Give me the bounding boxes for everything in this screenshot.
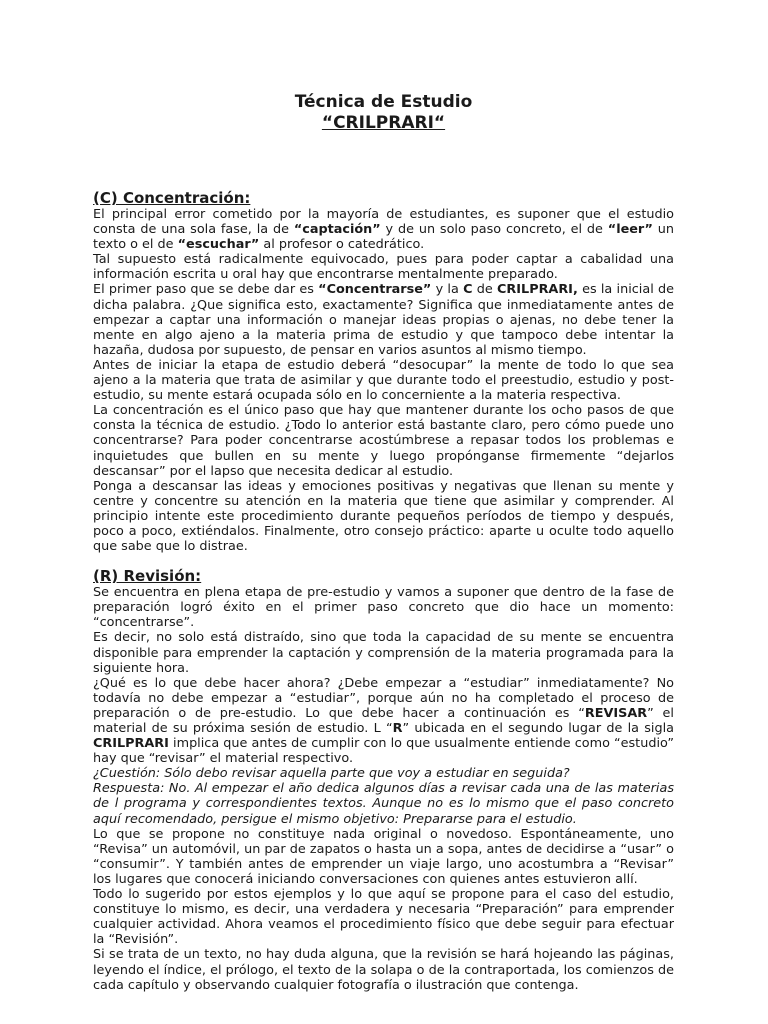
title-line-2: “CRILPRARI“: [321, 113, 446, 133]
section-revision: [93, 567, 674, 993]
text-run: Si se trata de un texto, no hay duda alguna, que la revisión se hará hojeando las páginas, leyendo el índice, el prólogo, el texto de la solapa o de la contraportada, los comienzos de cada capítulo y observando cualquier fotografía o ilustración que contenga.: [93, 947, 674, 993]
paragraph: [93, 282, 674, 357]
paragraph: [93, 947, 674, 992]
paragraph: [93, 358, 674, 403]
paragraph: [93, 479, 674, 554]
paragraph: [93, 630, 674, 675]
text-run: Todo lo sugerido por estos ejemplos y lo que aquí se propone para el caso del estudio, constituye lo mismo, es decir, una verdadera y necesaria “Preparación” para emprender cualquier actividad. Ahora veamos el procedimiento físico que debe seguir para efectuar la “Revisión”.: [93, 887, 674, 948]
bold-text: R: [392, 721, 403, 736]
paragraph: [93, 781, 674, 826]
text-run: El principal error cometido por la mayoría de estudiantes, es suponer que el estudio consta de una sola fase, la de: [93, 207, 674, 238]
text-run: Tal supuesto está radicalmente equivocado, pues para poder captar a cabalidad una información escrita u oral hay que encontrarse mentalmente preparado.: [93, 252, 674, 283]
bold-text: CRILPRARI: [93, 736, 169, 752]
paragraph: [93, 676, 674, 767]
text-run: y la: [431, 282, 464, 298]
bold-text: CRILPRARI,: [497, 282, 578, 298]
text-run: ” el material de su próxima sesión de estudio. L “: [93, 705, 674, 736]
section-heading: (C) Concentración:: [93, 189, 251, 207]
paragraph: [93, 827, 674, 887]
text-run: es la inicial de dicha palabra. ¿Que significa esto, exactamente? Significa que inmediatamente antes de empezar a captar una información o manejar ideas propias o ajenas, no debe tener la mente en algo ajeno a la materia prima de estudio y que tampoco debe intentar la hazaña, dudosa por supuesto, de pensar en varios asuntos al mismo tiempo.: [93, 282, 675, 358]
section-heading: (R) Revisión:: [93, 567, 202, 586]
bold-text: “leer”: [607, 222, 653, 238]
paragraph: [93, 252, 674, 282]
text-run: ¿Qué es lo que debe hacer ahora? ¿Debe empezar a “estudiar” inmediatamente? No todavía no debe empezar a “estudiar”, porque aún no ha completado el proceso de preparación o de pre-estudio. Lo que debe hacer a continuación es “: [93, 675, 674, 721]
bold-text: C: [463, 282, 473, 298]
text-run: Es decir, no solo está distraído, sino que toda la capacidad de su mente se encuentra disponible para emprender la captación y comprensión de la materia programada para la siguiente hora.: [93, 630, 674, 676]
text-run: Ponga a descansar las ideas y emociones positivas y negativas que llenan su mente y centre y concentre su atención en la materia que tiene que asimilar y comprender. Al principio intente este procedimiento durante pequeños períodos de tiempo y después, poco a poco, extiéndalos. Finalmente, otro consejo práctico: aparte u oculte todo aquello que sabe que lo distrae.: [93, 478, 674, 555]
text-run: La concentración es el único paso que hay que mantener durante los ocho pasos de que consta la técnica de estudio. ¿Todo lo anterior está bastante claro, pero cómo puede uno concentrarse? Para poder concentrarse acostúmbrese a repasar todos los problemas e inquietudes que bullen en su mente y luego propónganse firmemente “dejarlos descansar” por el lapso que necesita dedicar al estudio.: [93, 403, 674, 479]
text-run: ¿Cuestión: Sólo debo revisar aquella parte que voy a estudiar en seguida?: [93, 766, 570, 782]
bold-text: “Concentrarse”: [318, 282, 432, 298]
title-line-1: Técnica de Estudio: [294, 92, 473, 112]
section-concentracion: [93, 189, 674, 554]
text-run: implica que antes de cumplir con lo que usualmente entiende como “estudio” hay que “revisar” el material respectivo.: [93, 736, 674, 767]
bold-text: “escuchar”: [177, 237, 260, 253]
paragraph: [93, 766, 674, 781]
text-run: Antes de iniciar la etapa de estudio deberá “desocupar” la mente de todo lo que sea ajeno a la materia que trata de asimilar y que durante todo el preestudio, estudio y post-estudio, su mente estará ocupada sólo en lo concerniente a la materia respectiva.: [93, 357, 674, 404]
text-run: Lo que se propone no constituye nada original o novedoso. Espontáneamente, uno “Revisa” un automóvil, un par de zapatos o hasta un a sopa, antes de decidirse a “usar” o “consumir”. Y también antes de emprender un viaje largo, uno acostumbra a “Revisar” los lugares que conocerá iniciando conversaciones con quienes antes estuvieron allí.: [93, 826, 674, 887]
text-run: El primer paso que se debe dar es: [93, 282, 319, 298]
text-run: ” ubicada en el segundo lugar de la sigla: [402, 721, 674, 736]
section-body: [93, 207, 674, 554]
text-run: y de un solo paso concreto, el de: [380, 222, 608, 238]
text-run: Se encuentra en plena etapa de pre-estudio y vamos a suponer que dentro de la fase de preparación logró éxito en el primer paso concreto que dio hace un momento: “concentrarse”.: [93, 585, 674, 631]
paragraph: [93, 887, 674, 947]
bold-text: REVISAR: [584, 705, 648, 721]
paragraph: [93, 585, 674, 630]
document-title: [93, 92, 674, 134]
section-body: [93, 585, 674, 993]
text-run: Respuesta: No. Al empezar el año dedica algunos días a revisar cada una de las materias de l programa y correspondientes textos. Aunque no es lo mismo que el paso concreto aquí recomendado, persigue el mismo objetivo: Prepararse para el estudio.: [93, 781, 674, 827]
text-run: de: [472, 282, 498, 298]
paragraph: [93, 403, 674, 478]
text-run: un texto o el de: [93, 222, 674, 253]
text-run: al profesor o catedrático.: [259, 237, 425, 253]
paragraph: [93, 207, 674, 252]
bold-text: “captación”: [293, 222, 381, 238]
